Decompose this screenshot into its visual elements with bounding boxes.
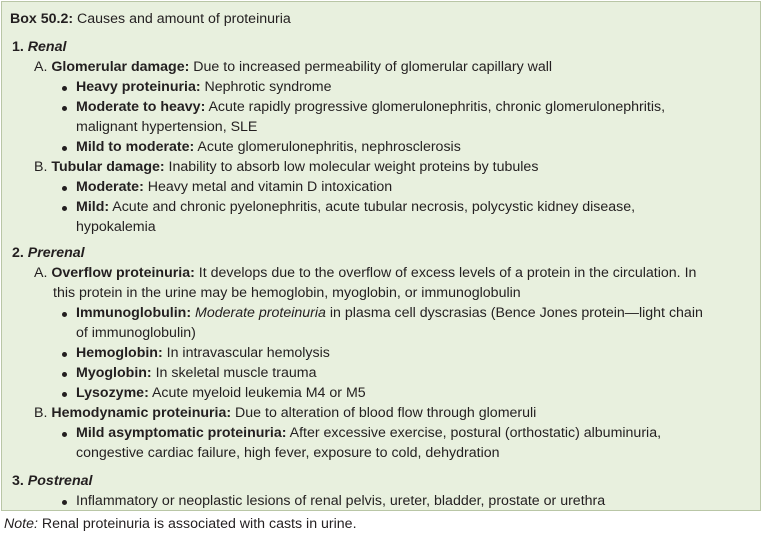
bullet-icon	[62, 146, 67, 151]
item-label: Moderate to heavy:	[76, 99, 206, 115]
item-label: Moderate:	[76, 179, 144, 195]
bullet-icon	[62, 86, 67, 91]
list-item-continuation: hypokalemia	[76, 219, 156, 235]
box-panel	[1, 1, 761, 511]
item-label: Immunoglobulin:	[76, 305, 192, 321]
list-item	[76, 344, 330, 364]
bullet-icon	[62, 312, 67, 317]
item-label: Myoglobin:	[76, 365, 152, 381]
item-italic: Moderate proteinuria	[191, 305, 326, 321]
box-title-label: Box 50.2:	[10, 11, 74, 27]
section-number: 3.	[12, 473, 24, 489]
list-item-continuation: malignant hypertension, SLE	[76, 119, 258, 135]
subsection-letter: A.	[34, 59, 48, 75]
item-text: Acute myeloid leukemia M4 or M5	[148, 385, 366, 401]
list-item	[76, 198, 635, 218]
bullet-icon	[62, 500, 67, 505]
subsection-letter: B.	[34, 159, 48, 175]
footnote-text: Renal proteinuria is associated with casts in urine.	[37, 516, 357, 532]
section-number: 2.	[12, 245, 24, 261]
bullet-icon	[62, 392, 67, 397]
section-title: Postrenal	[27, 473, 93, 489]
footnote	[4, 515, 357, 535]
subsection-label: Glomerular damage:	[51, 59, 190, 75]
list-item-continuation: congestive cardiac failure, high fever, exposure to cold, dehydration	[76, 445, 500, 461]
list-item	[76, 424, 661, 444]
renal-b-heading	[34, 158, 538, 178]
item-text: In intravascular hemolysis	[162, 345, 330, 361]
list-item	[76, 178, 392, 198]
list-item	[76, 78, 331, 98]
subsection-label: Tubular damage:	[51, 159, 165, 175]
section-postrenal-heading	[12, 472, 92, 492]
subsection-text: It develops due to the overflow of excess levels of a protein in the circulation. In	[194, 265, 697, 281]
item-label: Hemoglobin:	[76, 345, 163, 361]
list-item	[76, 304, 703, 324]
item-label: Mild asymptomatic proteinuria:	[76, 425, 287, 441]
subsection-text: Due to alteration of blood flow through glomeruli	[231, 405, 537, 421]
box-title	[10, 10, 291, 30]
section-renal-heading	[12, 38, 66, 58]
bullet-icon	[62, 106, 67, 111]
subsection-text: Due to increased permeability of glomerular capillary wall	[189, 59, 553, 75]
bullet-icon	[62, 206, 67, 211]
bullet-icon	[62, 372, 67, 377]
section-title: Prerenal	[27, 245, 85, 261]
list-item	[76, 138, 461, 158]
section-title: Renal	[27, 39, 67, 55]
subsection-label: Overflow proteinuria:	[51, 265, 195, 281]
item-label: Mild to moderate:	[76, 139, 195, 155]
subsection-continuation: this protein in the urine may be hemoglobin, myoglobin, or immunoglobulin	[53, 285, 521, 301]
list-item	[76, 384, 366, 404]
section-prerenal-heading	[12, 244, 85, 264]
list-item	[76, 364, 316, 384]
item-text: in plasma cell dyscrasias (Bence Jones protein—light chain	[325, 305, 703, 321]
item-label: Mild:	[76, 199, 110, 215]
prerenal-a-heading	[34, 264, 696, 284]
bullet-icon	[62, 432, 67, 437]
item-text: Heavy metal and vitamin D intoxication	[143, 179, 393, 195]
subsection-text: Inability to absorb low molecular weight proteins by tubules	[164, 159, 539, 175]
item-label: Heavy proteinuria:	[76, 79, 201, 95]
renal-a-heading	[34, 58, 552, 78]
box-title-text: Causes and amount of proteinuria	[73, 11, 291, 27]
bullet-icon	[62, 186, 67, 191]
section-number: 1.	[12, 39, 24, 55]
prerenal-b-heading	[34, 404, 536, 424]
item-text: Acute and chronic pyelonephritis, acute tubular necrosis, polycystic kidney disease,	[109, 199, 636, 215]
bullet-icon	[62, 352, 67, 357]
footnote-label: Note:	[4, 516, 38, 532]
list-item-continuation: of immunoglobulin)	[76, 325, 196, 341]
subsection-letter: B.	[34, 405, 48, 421]
item-text: In skeletal muscle trauma	[151, 365, 317, 381]
item-text: Acute rapidly progressive glomerulonephritis, chronic glomerulonephritis,	[205, 99, 666, 115]
item-text: Acute glomerulonephritis, nephrosclerosis	[194, 139, 461, 155]
subsection-label: Hemodynamic proteinuria:	[51, 405, 232, 421]
item-label: Lysozyme:	[76, 385, 149, 401]
subsection-letter: A.	[34, 265, 48, 281]
list-item: Inflammatory or neoplastic lesions of renal pelvis, ureter, bladder, prostate or urethra	[76, 493, 606, 509]
item-text: Nephrotic syndrome	[200, 79, 332, 95]
list-item	[76, 98, 665, 118]
item-text: After excessive exercise, postural (orthostatic) albuminuria,	[286, 425, 662, 441]
